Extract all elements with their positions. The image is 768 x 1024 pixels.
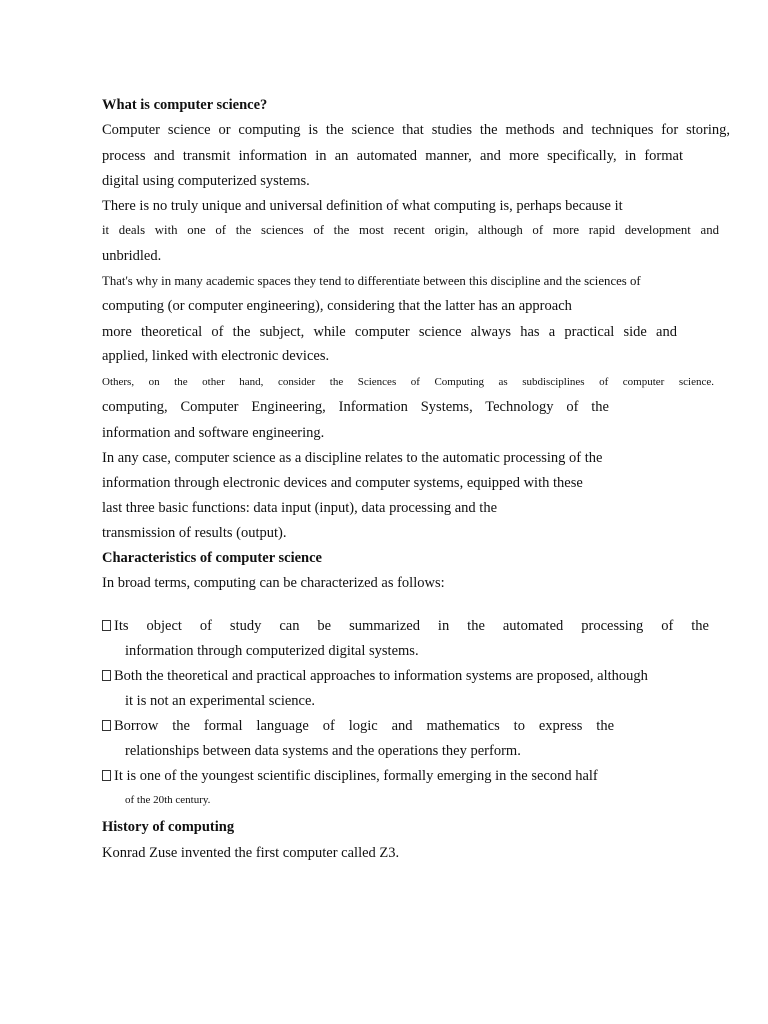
list-item bbox=[102, 767, 709, 785]
paragraph-line: Others, on the other hand, consider the Sciences of Computing as subdisciplines of computer science. bbox=[102, 376, 714, 388]
list-item bbox=[102, 667, 709, 685]
list-item bbox=[102, 717, 614, 735]
bullet-icon bbox=[102, 670, 111, 681]
list-item-continuation: of the 20th century. bbox=[125, 794, 211, 806]
paragraph-line: last three basic functions: data input (input), data processing and the bbox=[102, 500, 498, 516]
bullet-icon bbox=[102, 620, 111, 631]
bullet-icon bbox=[102, 770, 111, 781]
paragraph-line: That's why in many academic spaces they tend to differentiate between this discipline and the sciences of bbox=[102, 274, 641, 288]
paragraph-line: process and transmit information in an automated manner, and more specifically, in format bbox=[102, 148, 683, 164]
paragraph-line: applied, linked with electronic devices. bbox=[102, 348, 330, 364]
paragraph-line: digital using computerized systems. bbox=[102, 173, 310, 189]
paragraph-line: Computer science or computing is the science that studies the methods and techniques for storing, bbox=[102, 122, 730, 138]
paragraph-line: computing, Computer Engineering, Information Systems, Technology of the bbox=[102, 399, 609, 415]
paragraph-line: There is no truly unique and universal definition of what computing is, perhaps because it bbox=[102, 198, 623, 214]
paragraph-line: it deals with one of the sciences of the most recent origin, although of more rapid development and bbox=[102, 223, 719, 237]
paragraph-line: unbridled. bbox=[102, 248, 162, 264]
list-item-text: Its object of study can be summarized in the automated processing of the bbox=[114, 618, 709, 634]
paragraph-line: Konrad Zuse invented the first computer called Z3. bbox=[102, 845, 400, 861]
bullet-icon bbox=[102, 720, 111, 731]
paragraph-line: computing (or computer engineering), considering that the latter has an approach bbox=[102, 298, 572, 314]
heading-history: History of computing bbox=[102, 819, 235, 835]
heading-what-is-cs: What is computer science? bbox=[102, 97, 268, 113]
list-item-continuation: relationships between data systems and the operations they perform. bbox=[125, 743, 521, 759]
paragraph-line: transmission of results (output). bbox=[102, 525, 287, 541]
list-item-continuation: it is not an experimental science. bbox=[125, 693, 316, 709]
paragraph-line: more theoretical of the subject, while computer science always has a practical side and bbox=[102, 324, 677, 340]
list-item-text: It is one of the youngest scientific disciplines, formally emerging in the second half bbox=[114, 768, 598, 784]
list-item-continuation: information through computerized digital systems. bbox=[125, 643, 419, 659]
heading-characteristics: Characteristics of computer science bbox=[102, 550, 322, 566]
paragraph-line: information through electronic devices and computer systems, equipped with these bbox=[102, 475, 583, 491]
list-item bbox=[102, 617, 709, 635]
list-item-text: Borrow the formal language of logic and mathematics to express the bbox=[114, 718, 614, 734]
paragraph-line: information and software engineering. bbox=[102, 425, 325, 441]
paragraph-line: In any case, computer science as a discipline relates to the automatic processing of the bbox=[102, 450, 603, 466]
list-item-text: Both the theoretical and practical approaches to information systems are proposed, although bbox=[114, 668, 648, 684]
paragraph-line: In broad terms, computing can be characterized as follows: bbox=[102, 575, 445, 591]
